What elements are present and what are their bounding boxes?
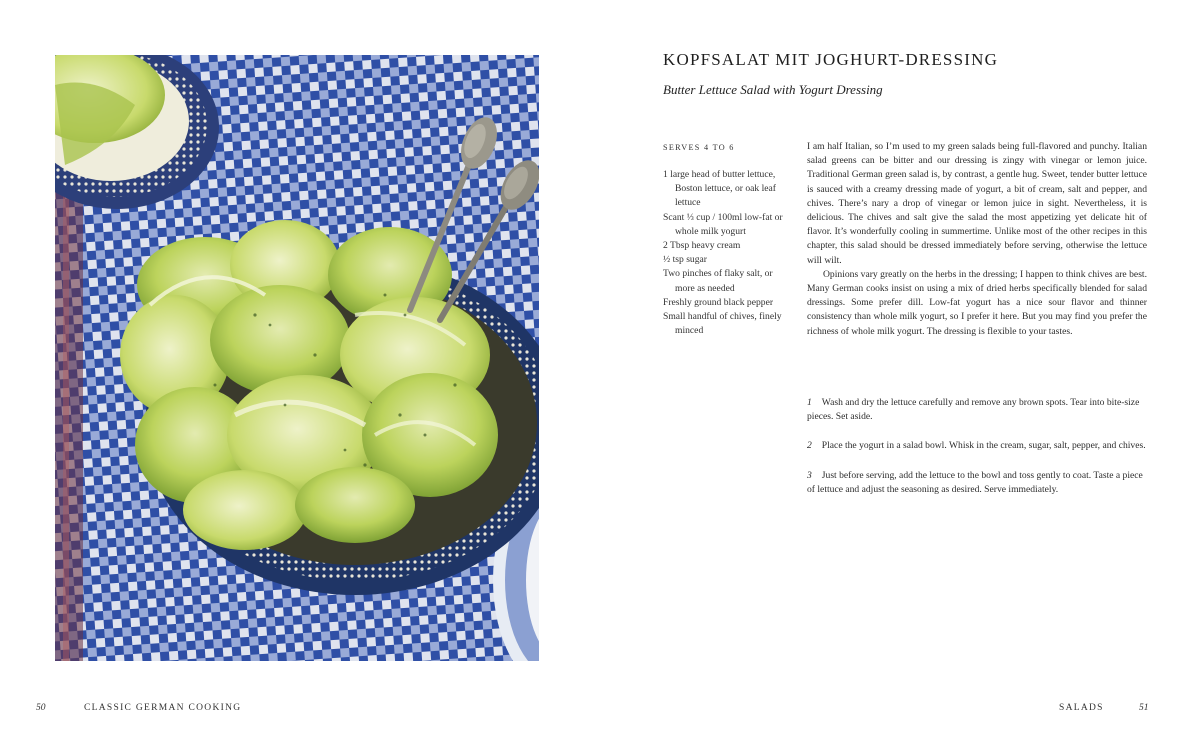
step-number: 3: [807, 469, 812, 481]
ingredient-item: Small handful of chives, finely minced: [663, 311, 782, 337]
recipe-subtitle: Butter Lettuce Salad with Yogurt Dressing: [663, 82, 883, 97]
running-head-left: CLASSIC GERMAN COOKING: [84, 703, 242, 713]
step-text: Just before serving, add the lettuce to the bowl and toss gently to coat. Taste a piece of lettuce and adjust the seasoning as desired. Serve immediately.: [807, 469, 1143, 495]
ingredient-item: Two pinches of flaky salt, or more as needed: [663, 268, 773, 294]
method-step: [807, 439, 1147, 453]
serves-label: SERVES 4 TO 6: [663, 143, 735, 152]
recipe-title: KOPFSALAT MIT JOGHURT-DRESSING: [663, 50, 999, 69]
page-number-left: 50: [36, 703, 46, 713]
method-step: [807, 396, 1147, 424]
step-number: 1: [807, 397, 812, 408]
ingredient-item: Freshly ground black pepper: [663, 296, 774, 308]
ingredient-item: 1 large head of butter lettuce, Boston lettuce, or oak leaf lettuce: [663, 169, 776, 209]
step-text: Place the yogurt in a salad bowl. Whisk in the cream, sugar, salt, pepper, and chives.: [821, 440, 1146, 452]
ingredient-list: [663, 168, 793, 338]
step-number: 2: [807, 440, 812, 452]
page-number-right: 51: [1139, 703, 1149, 713]
intro-paragraph: Opinions vary greatly on the herbs in the dressing; I happen to think chives are best. Many German cooks insist on using a mix of dried herbs specifically blended for salad dressings. Some prefer dill. Low-fat yogurt has a nice sour flavor and thinner consistency than whole milk yogurt, so I prefer it here. But you may find you prefer the richness of whole milk yogurt. The dressing is flexible to your tastes.: [807, 268, 1147, 337]
running-head-right: SALADS: [1059, 703, 1104, 713]
salad-photo: [55, 55, 539, 661]
ingredient-item: ½ tsp sugar: [663, 254, 707, 266]
intro-paragraph: I am half Italian, so I’m used to my green salads being full-flavored and punchy. Italian salad greens can be bitter and our dressing is zingy with vinegar or lemon juice. Traditional German green salad is, by contrast, a gentle hug. Sweet, tender butter lettuce is sauced with a creamy dressing made of yogurt, a bit of cream, salt and pepper, and chives. There’s nary a drop of vinegar or lemon juice in sight. Nevertheless, it is delicious. The chives and salt give the salad the most appetizing yet delicate hit of flavor. It’s wonderfully cooling in summertime. Unlike most of the other recipes in this chapter, this salad should be dressed immediately before serving, otherwise the lettuce will wilt.: [807, 141, 1147, 266]
ingredient-item: 2 Tbsp heavy cream: [663, 240, 741, 252]
method-steps: [807, 396, 1147, 512]
intro-text: [807, 140, 1147, 339]
step-text: Wash and dry the lettuce carefully and remove any brown spots. Tear into bite-size pieces. Set aside.: [807, 397, 1140, 423]
method-step: [807, 469, 1147, 497]
ingredient-item: Scant ⅓ cup / 100ml low-fat or whole milk yogurt: [663, 211, 783, 237]
